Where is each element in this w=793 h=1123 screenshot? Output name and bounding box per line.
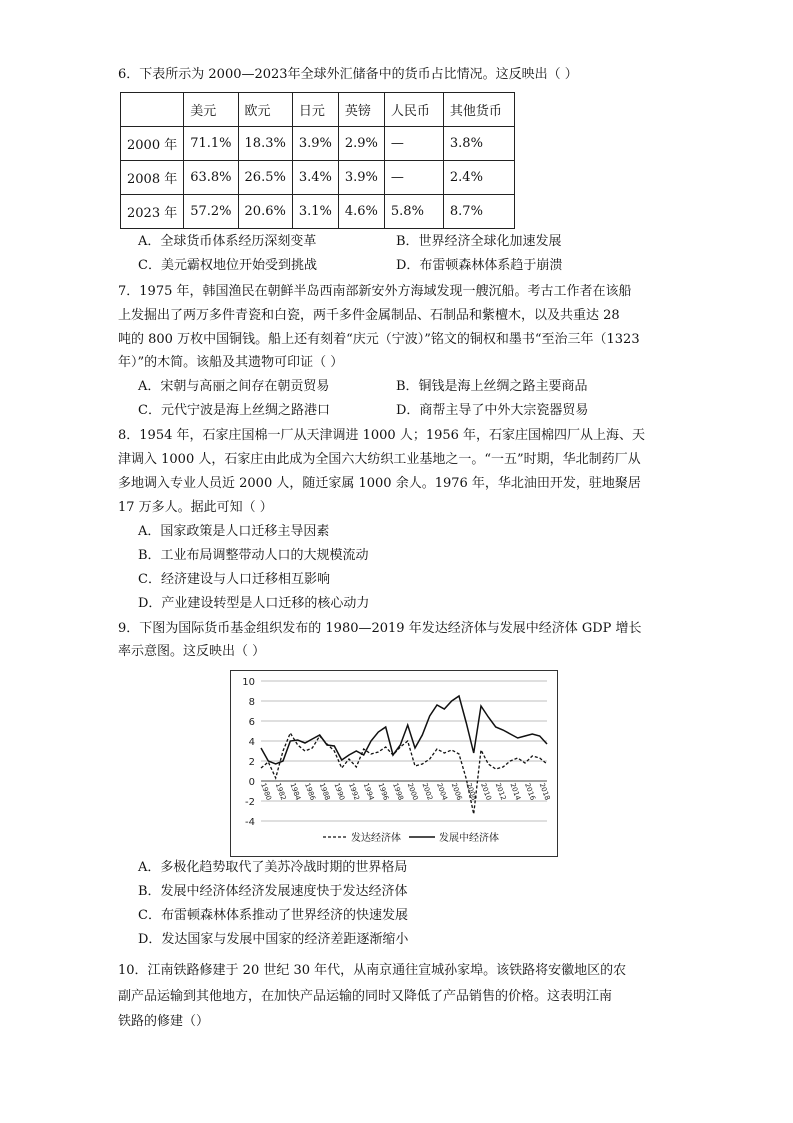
- table-cell: 18.3%: [238, 127, 292, 161]
- question-9-line: 率示意图。这反映出（ ）: [118, 644, 266, 659]
- x-tick-label: 1988: [317, 781, 332, 802]
- x-tick-label: 1984: [288, 781, 303, 802]
- table-cell: 8.7%: [443, 195, 514, 229]
- q7-option-d[interactable]: D．商帮主导了中外大宗瓷器贸易: [396, 403, 589, 418]
- q8-option-d[interactable]: D．产业建设转型是人口迁移的核心动力: [138, 596, 370, 611]
- x-tick-label: 1990: [332, 781, 347, 802]
- x-tick-label: 2000: [405, 781, 420, 802]
- table-header-cell: 人民币: [384, 93, 443, 127]
- y-tick-label: 0: [248, 777, 255, 788]
- table-cell: 3.4%: [292, 161, 338, 195]
- table-cell: 3.9%: [292, 127, 338, 161]
- question-10-line: 铁路的修建（）: [118, 1014, 210, 1029]
- question-8-line: 8．1954 年，石家庄国棉一厂从天津调进 1000 人；1956 年，石家庄国棉四厂从上海、天: [118, 428, 646, 443]
- table-header-row: [121, 93, 515, 127]
- q6-option-c[interactable]: C．美元霸权地位开始受到挑战: [138, 258, 317, 273]
- x-tick-label: 2014: [508, 781, 523, 802]
- q8-option-c[interactable]: C．经济建设与人口迁移相互影响: [138, 572, 330, 587]
- table-cell: 2.4%: [443, 161, 514, 195]
- question-7-line: 上发掘出了两万多件青瓷和白瓷，两千多件金属制品、石制品和紫檀木，以及共重达 28: [118, 308, 620, 323]
- y-tick-label: -2: [245, 797, 255, 808]
- x-tick-label: 2006: [449, 781, 464, 802]
- x-tick-label: 1998: [391, 781, 405, 802]
- table-cell: 3.1%: [292, 195, 338, 229]
- gdp-growth-chart-svg: [231, 671, 557, 856]
- question-8-line: 17 万多人。据此可知（ ）: [118, 500, 273, 515]
- y-tick-label: -4: [245, 817, 255, 828]
- q6-option-b[interactable]: B．世界经济全球化加速发展: [396, 234, 562, 249]
- table-cell: —: [384, 127, 443, 161]
- q9-option-c[interactable]: C．布雷顿森林体系推动了世界经济的快速发展: [138, 908, 408, 923]
- table-cell: 4.6%: [338, 195, 384, 229]
- question-9-line: 9．下图为国际货币基金组织发布的 1980—2019 年发达经济体与发展中经济体 GDP 增长: [118, 621, 642, 636]
- table-cell: 3.9%: [338, 161, 384, 195]
- q6-option-a[interactable]: A．全球货币体系经历深刻变革: [138, 234, 317, 249]
- table-cell: 2008 年: [121, 161, 184, 195]
- x-tick-label: 1992: [347, 781, 361, 802]
- y-tick-label: 10: [242, 677, 255, 688]
- series-line-developed: [261, 733, 547, 814]
- question-6-stem: 6．下表所示为 2000—2023年全球外汇储备中的货币占比情况。这反映出（ ）: [118, 67, 578, 82]
- table-cell: 2023 年: [121, 195, 184, 229]
- table-cell: 5.8%: [384, 195, 443, 229]
- x-tick-label: 2010: [479, 781, 493, 802]
- question-10-line: 10．江南铁路修建于 20 世纪 30 年代，从南京通往宣城孙家埠。该铁路将安徽地区的农: [118, 963, 627, 978]
- table-header-cell: 英镑: [338, 93, 384, 127]
- table-row: [121, 161, 515, 195]
- x-tick-label: 2002: [420, 781, 435, 802]
- table-row: [121, 127, 515, 161]
- table-cell: 20.6%: [238, 195, 292, 229]
- question-10-line: 副产品运输到其他地方，在加快产品运输的同时又降低了产品销售的价格。这表明江南: [118, 989, 613, 1004]
- table-cell: 3.8%: [443, 127, 514, 161]
- y-tick-label: 8: [248, 697, 255, 708]
- x-tick-label: 1996: [376, 781, 391, 802]
- legend-label-developed: 发达经济体: [351, 833, 401, 844]
- reserve-currency-table: [120, 92, 515, 229]
- table-cell: 2000 年: [121, 127, 184, 161]
- question-7-line: 年）”的木简。该船及其遗物可印证（ ）: [118, 355, 344, 370]
- x-tick-label: 1986: [303, 781, 317, 802]
- x-tick-label: 1994: [361, 781, 376, 802]
- q7-option-b[interactable]: B．铜钱是海上丝绸之路主要商品: [396, 379, 588, 394]
- y-tick-label: 6: [248, 717, 255, 728]
- x-tick-label: 1982: [273, 781, 288, 802]
- gdp-growth-chart: [230, 670, 558, 857]
- x-tick-label: 1980: [259, 781, 273, 802]
- x-tick-label: 2018: [537, 781, 552, 802]
- x-tick-label: 2016: [523, 781, 537, 802]
- table-header-cell: 其他货币: [443, 93, 514, 127]
- table-cell: —: [384, 161, 443, 195]
- q7-option-c[interactable]: C．元代宁波是海上丝绸之路港口: [138, 403, 330, 418]
- series-line-developing: [261, 696, 547, 764]
- q9-option-d[interactable]: D．发达国家与发展中国家的经济差距逐渐缩小: [138, 932, 409, 947]
- q8-option-b[interactable]: B．工业布局调整带动人口的大规模流动: [138, 548, 369, 563]
- x-tick-label: 2008: [464, 781, 479, 802]
- table-header-cell: 欧元: [238, 93, 292, 127]
- legend-label-developing: 发展中经济体: [439, 833, 499, 844]
- question-8-line: 多地调入专业人员近 2000 人，随迁家属 1000 余人。1976 年，华北油田开发，驻地聚居: [118, 476, 641, 491]
- y-tick-label: 2: [248, 757, 255, 768]
- table-cell: 2.9%: [338, 127, 384, 161]
- q9-option-b[interactable]: B．发展中经济体经济发展速度快于发达经济体: [138, 884, 408, 899]
- y-tick-label: 4: [248, 737, 255, 748]
- q9-option-a[interactable]: A．多极化趋势取代了美苏冷战时期的世界格局: [138, 860, 408, 875]
- question-7-line: 吨的 800 万枚中国铜钱。船上还有刻着“庆元（宁波）”铭文的铜权和墨书“至治三年（1323: [118, 332, 640, 347]
- table-header-cell: [121, 93, 184, 127]
- table-cell: 63.8%: [184, 161, 238, 195]
- table-row: [121, 195, 515, 229]
- x-tick-label: 2004: [435, 781, 449, 802]
- q7-option-a[interactable]: A．宋朝与高丽之间存在朝贡贸易: [138, 379, 330, 394]
- x-tick-label: 2012: [493, 781, 508, 802]
- table-cell: 71.1%: [184, 127, 238, 161]
- table-header-cell: 日元: [292, 93, 338, 127]
- table-header-cell: 美元: [184, 93, 238, 127]
- q8-option-a[interactable]: A．国家政策是人口迁移主导因素: [138, 524, 330, 539]
- question-7-line: 7．1975 年，韩国渔民在朝鲜半岛西南部新安外方海域发现一艘沉船。考古工作者在该船: [118, 284, 632, 299]
- table-cell: 26.5%: [238, 161, 292, 195]
- question-8-line: 津调入 1000 人，石家庄由此成为全国六大纺织工业基地之一。“一五”时期，华北制药厂从: [118, 452, 641, 467]
- table-cell: 57.2%: [184, 195, 238, 229]
- q6-option-d[interactable]: D．布雷顿森林体系趋于崩溃: [396, 258, 563, 273]
